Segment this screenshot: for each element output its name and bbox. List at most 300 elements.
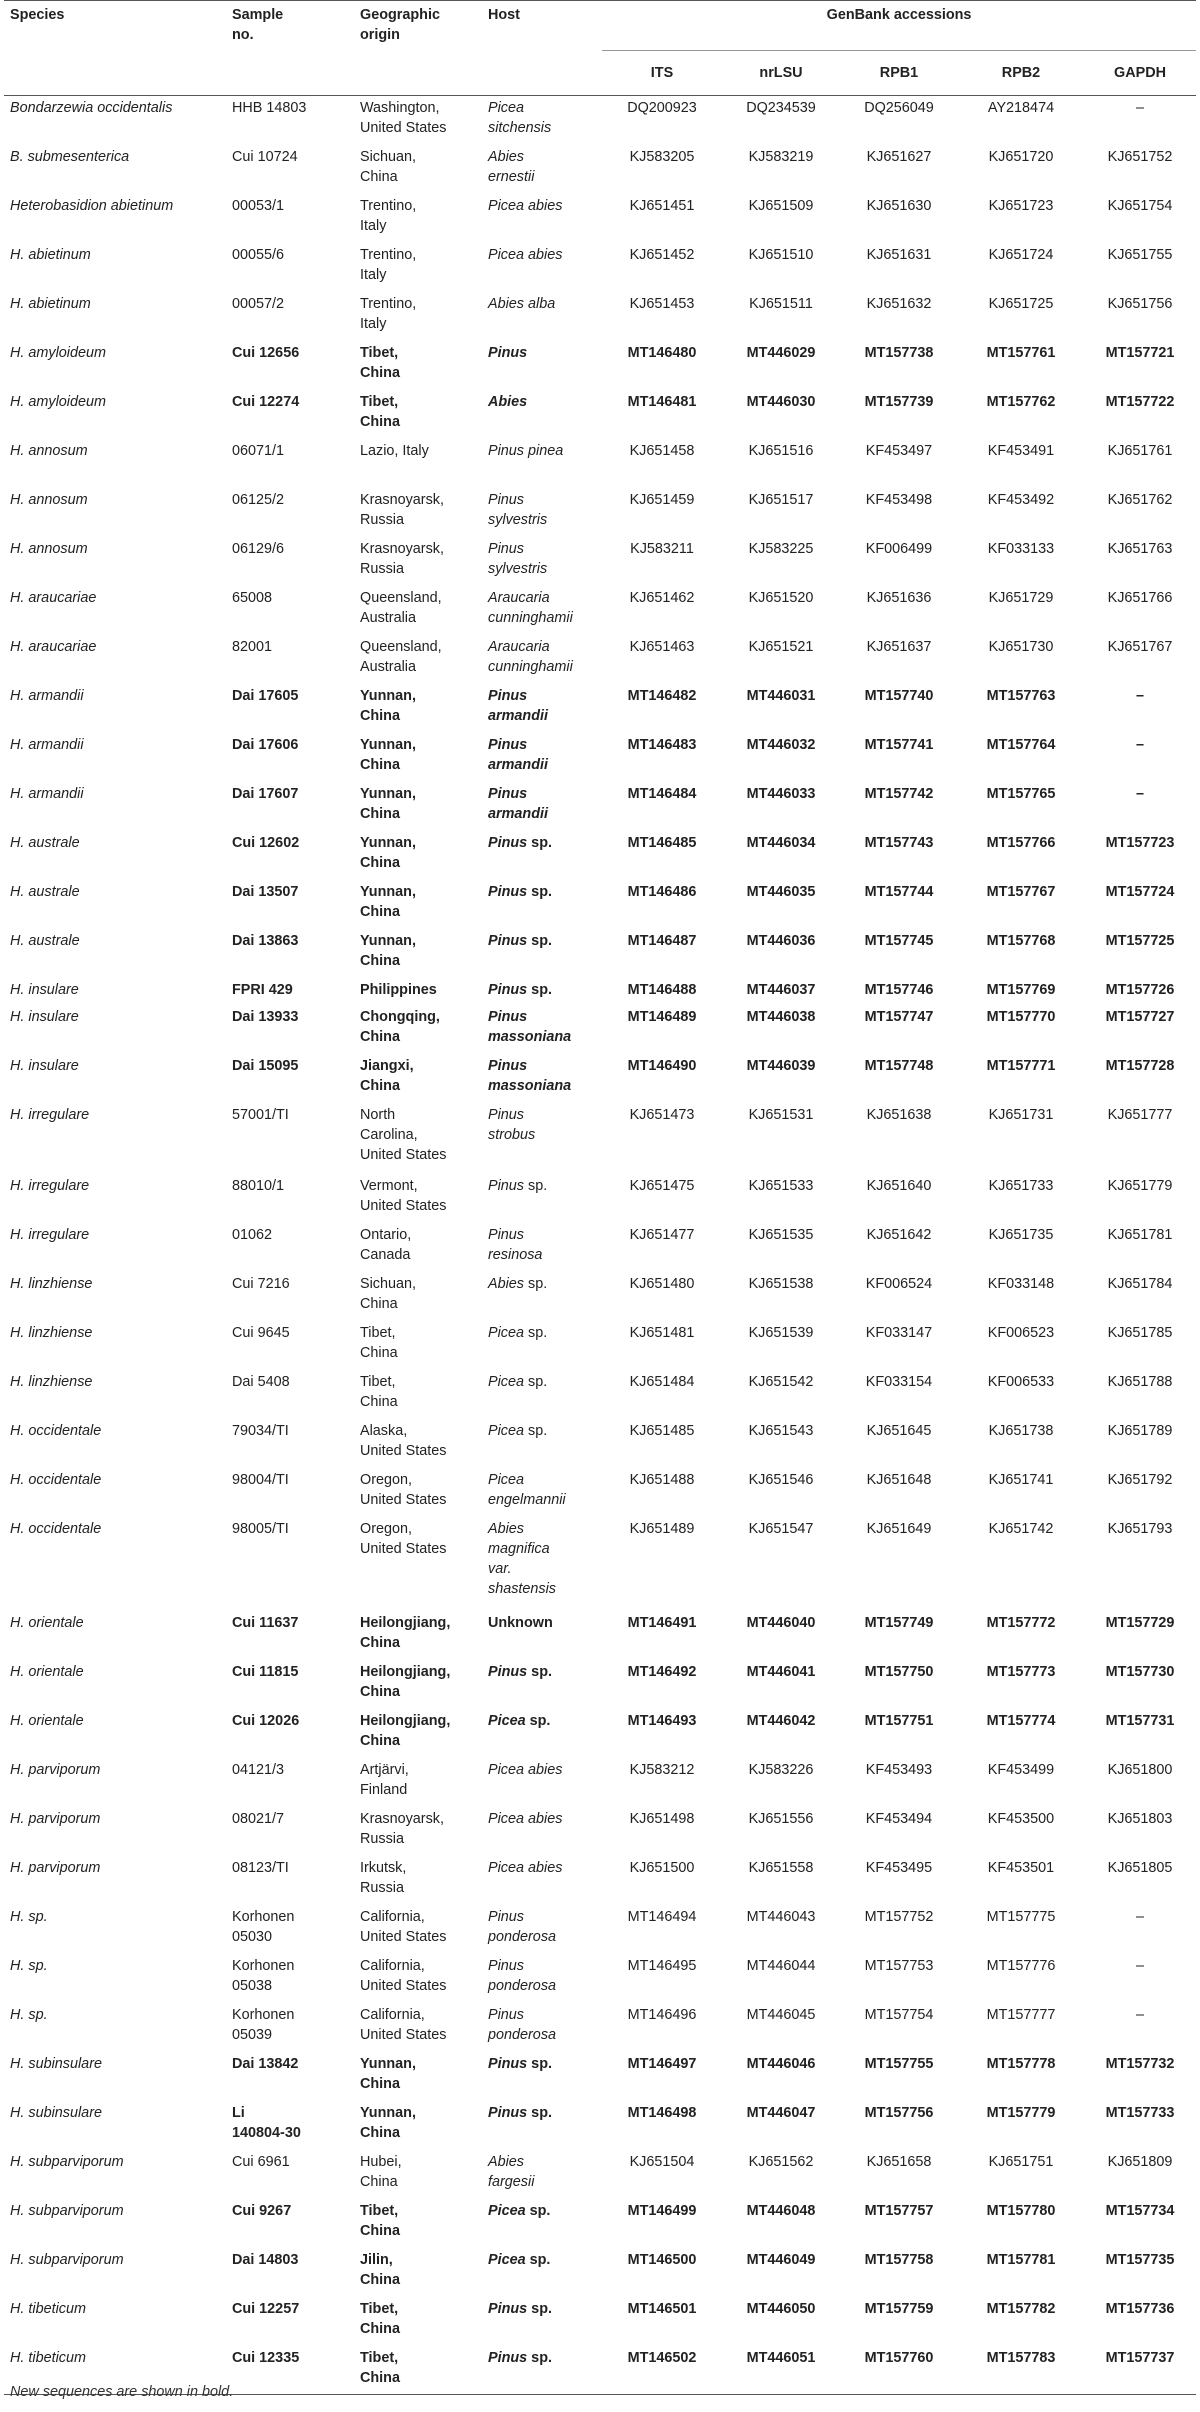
host-genus: Pinus ponderosa: [488, 1908, 557, 1945]
table-body: [4, 96, 1196, 2395]
table-row: [4, 1660, 1196, 1709]
species-cell: H. tibeticum: [4, 2346, 226, 2395]
host-suffix: sp.: [527, 932, 552, 949]
host-cell: [482, 733, 602, 782]
sample-cell: 98005/TI: [232, 1520, 289, 1537]
host-cell: [482, 1321, 602, 1370]
table-row: [4, 782, 1196, 831]
sample-cell: Dai 17605: [232, 687, 299, 704]
gapdh-cell: KJ651777: [1107, 1106, 1173, 1123]
gapdh-cell: MT157722: [1105, 393, 1175, 410]
rpb2-cell: MT157768: [986, 932, 1056, 949]
origin-cell: Hubei, China: [360, 2153, 402, 2190]
table-row: [4, 1103, 1196, 1174]
sample-cell: Dai 14803: [232, 2251, 299, 2268]
host-cell: [482, 1223, 602, 1272]
host-cell: [482, 2101, 602, 2150]
host-cell: [482, 145, 602, 194]
its-cell: MT146498: [627, 2104, 697, 2121]
rpb2-cell: KJ651720: [988, 148, 1054, 165]
its-cell: KJ651481: [629, 1324, 695, 1341]
rpb2-cell: MT157761: [986, 344, 1056, 361]
host-cell: [482, 1807, 602, 1856]
table-row: [4, 292, 1196, 341]
nrlsu-cell: KJ651516: [748, 442, 814, 459]
sample-cell: 04121/3: [232, 1761, 285, 1778]
sample-cell: 06071/1: [232, 442, 285, 459]
host-genus: Picea abies: [488, 1859, 563, 1876]
species-cell: B. submesenterica: [10, 148, 130, 165]
host-suffix: sp.: [524, 1324, 548, 1341]
nrlsu-cell: KJ583226: [748, 1761, 814, 1778]
host-genus: Pinus armandii: [488, 687, 548, 724]
host-cell: [482, 390, 602, 439]
host-suffix: sp.: [525, 1712, 551, 1729]
gapdh-cell: MT157737: [1084, 2346, 1196, 2395]
host-cell: [482, 243, 602, 292]
gapdh-cell: MT157735: [1105, 2251, 1175, 2268]
host-cell: [482, 782, 602, 831]
gapdh-cell: KJ651788: [1107, 1373, 1173, 1390]
rpb2-cell: MT157775: [986, 1908, 1056, 1925]
host-cell: [482, 1419, 602, 1468]
gapdh-cell: KJ651784: [1107, 1275, 1173, 1292]
gapdh-cell: MT157728: [1105, 1057, 1175, 1074]
host-genus: Pinus: [488, 2349, 528, 2366]
sample-cell: FPRI 429: [232, 981, 293, 998]
rpb2-cell: KJ651730: [988, 638, 1054, 655]
table-row: [4, 1054, 1196, 1103]
origin-cell: Yunnan, China: [360, 736, 416, 773]
nrlsu-cell: MT446046: [746, 2055, 816, 2072]
rpb1-cell: KF033154: [865, 1373, 933, 1390]
gapdh-cell: MT157726: [1105, 981, 1175, 998]
gapdh-cell: KJ651800: [1107, 1761, 1173, 1778]
host-suffix: sp.: [527, 2104, 552, 2121]
its-cell: MT146496: [627, 2006, 697, 2023]
origin-cell: Sichuan, China: [360, 1275, 417, 1312]
host-cell: [482, 2003, 602, 2052]
host-cell: [482, 586, 602, 635]
rpb2-cell: MT157780: [986, 2202, 1056, 2219]
table-row: [4, 929, 1196, 978]
rpb1-cell: MT157752: [864, 1908, 934, 1925]
rpb1-cell: MT157759: [864, 2300, 934, 2317]
host-cell: [482, 684, 602, 733]
rpb1-cell: MT157757: [864, 2202, 934, 2219]
its-cell: KJ651488: [629, 1471, 695, 1488]
sample-cell: Dai 17607: [232, 785, 299, 802]
host-cell: [482, 2150, 602, 2199]
origin-cell: Yunnan, China: [360, 834, 416, 871]
host-suffix: sp.: [527, 2300, 552, 2317]
nrlsu-cell: KJ651533: [748, 1177, 814, 1194]
host-genus: Picea abies: [488, 1761, 563, 1778]
host-cell: [482, 537, 602, 586]
host-suffix: sp.: [527, 883, 552, 900]
nrlsu-cell: MT446038: [746, 1008, 816, 1025]
rpb2-cell: KF033148: [987, 1275, 1055, 1292]
host-cell: [482, 96, 602, 145]
gapdh-cell: KJ651754: [1107, 197, 1173, 214]
origin-cell: Tibet, China: [360, 2300, 400, 2337]
gapdh-cell: KJ651785: [1107, 1324, 1173, 1341]
host-cell: [482, 2248, 602, 2297]
nrlsu-cell: DQ234539: [746, 100, 816, 116]
host-suffix: sp.: [525, 2202, 551, 2219]
nrlsu-cell: MT446032: [746, 736, 816, 753]
sample-cell: Cui 9267: [232, 2202, 292, 2219]
species-cell: H. annosum: [10, 540, 88, 557]
species-cell: H. araucariae: [10, 589, 97, 606]
host-genus: Pinus strobus: [488, 1106, 536, 1143]
host-genus: Pinus resinosa: [488, 1226, 543, 1263]
sample-cell: Korhonen 05039: [232, 2006, 295, 2043]
origin-cell: Ontario, Canada: [360, 1226, 412, 1263]
host-genus: Pinus armandii: [488, 785, 548, 822]
origin-cell: Heilongjiang, China: [360, 1614, 451, 1651]
sample-cell: 08123/TI: [232, 1859, 289, 1876]
table-row: [4, 1223, 1196, 1272]
host-genus: Pinus massoniana: [488, 1008, 572, 1045]
its-cell: KJ651498: [629, 1810, 695, 1827]
table-row: [4, 537, 1196, 586]
host-genus: Pinus: [488, 1663, 528, 1680]
nrlsu-cell: KJ651531: [748, 1106, 814, 1123]
its-cell: KJ651480: [629, 1275, 695, 1292]
host-genus: Picea: [488, 1712, 526, 1729]
rpb1-cell: KJ651649: [866, 1520, 932, 1537]
table-row: [4, 96, 1196, 145]
species-cell: Heterobasidion abietinum: [10, 197, 174, 214]
sample-cell: Cui 12026: [232, 1712, 300, 1729]
rpb1-cell: MT157755: [864, 2055, 934, 2072]
rpb1-cell: KJ651645: [866, 1422, 932, 1439]
nrlsu-cell: MT446044: [746, 1957, 816, 1974]
origin-cell: Tibet, China: [360, 393, 400, 430]
nrlsu-cell: KJ651556: [748, 1810, 814, 1827]
table-row: [4, 194, 1196, 243]
sample-cell: Dai 13863: [232, 932, 299, 949]
nrlsu-cell: KJ651547: [748, 1520, 814, 1537]
nrlsu-cell: MT446034: [746, 834, 816, 851]
rpb2-cell: KF453500: [987, 1810, 1055, 1827]
nrlsu-cell: KJ583219: [748, 148, 814, 165]
rpb2-cell: KJ651751: [988, 2153, 1054, 2170]
host-suffix: sp.: [527, 834, 552, 851]
host-suffix: sp.: [524, 1373, 548, 1390]
its-cell: MT146482: [627, 687, 697, 704]
header-nrlsu: nrLSU: [722, 51, 840, 96]
nrlsu-cell: MT446036: [746, 932, 816, 949]
rpb1-cell: KJ651636: [866, 589, 932, 606]
species-cell: H. orientale: [10, 1614, 84, 1631]
species-cell: H. amyloideum: [10, 344, 106, 361]
rpb2-cell: MT157783: [958, 2346, 1084, 2395]
gapdh-cell: –: [1136, 100, 1145, 116]
its-cell: KJ651463: [629, 638, 695, 655]
rpb1-cell: MT157743: [864, 834, 934, 851]
rpb1-cell: MT157750: [864, 1663, 934, 1680]
table-row: [4, 880, 1196, 929]
rpb2-cell: KJ651724: [988, 246, 1054, 263]
host-genus: Pinus: [488, 2104, 528, 2121]
gapdh-cell: KJ651789: [1107, 1422, 1173, 1439]
gapdh-cell: –: [1136, 736, 1145, 753]
its-cell: KJ583211: [630, 540, 694, 557]
host-suffix: sp.: [525, 2251, 551, 2268]
nrlsu-cell: MT446043: [746, 1908, 816, 1925]
table-row: [4, 2052, 1196, 2101]
origin-cell: Jiangxi, China: [360, 1057, 414, 1094]
gapdh-cell: MT157730: [1105, 1663, 1175, 1680]
host-genus: Araucaria cunninghamii: [488, 638, 573, 675]
gapdh-cell: MT157733: [1105, 2104, 1175, 2121]
nrlsu-cell: MT446031: [746, 687, 816, 704]
sample-cell: 06125/2: [232, 491, 285, 508]
host-cell: [482, 1370, 602, 1419]
rpb2-cell: KF033133: [987, 540, 1055, 557]
table-row: [4, 1272, 1196, 1321]
gapdh-cell: KJ651792: [1107, 1471, 1173, 1488]
host-genus: Araucaria cunninghamii: [488, 589, 573, 626]
its-cell: KJ651462: [629, 589, 695, 606]
host-genus: Pinus ponderosa: [488, 1957, 557, 1994]
species-cell: H. tibeticum: [10, 2300, 86, 2317]
table-row: [4, 1709, 1196, 1758]
rpb1-cell: MT157741: [864, 736, 934, 753]
its-cell: MT146494: [627, 1908, 697, 1925]
table-row: [4, 2297, 1196, 2346]
header-origin: Geographic origin: [354, 1, 482, 96]
host-cell: [482, 1954, 602, 2003]
nrlsu-cell: KJ651546: [748, 1471, 814, 1488]
host-genus: Pinus sylvestris: [488, 540, 548, 577]
table-row: [4, 635, 1196, 684]
species-cell: H. linzhiense: [10, 1324, 93, 1341]
species-cell: H. abietinum: [10, 246, 91, 263]
origin-cell: Lazio, Italy: [360, 442, 429, 459]
its-cell: KJ583205: [629, 148, 695, 165]
gapdh-cell: –: [1136, 785, 1145, 802]
table-row: [4, 684, 1196, 733]
rpb1-cell: KJ651632: [866, 295, 932, 312]
rpb1-cell: MT157742: [864, 785, 934, 802]
nrlsu-cell: KJ651539: [748, 1324, 814, 1341]
table-row: [4, 341, 1196, 390]
sample-cell: Cui 11637: [232, 1614, 299, 1631]
rpb2-cell: KF453501: [987, 1859, 1055, 1876]
nrlsu-cell: KJ651511: [749, 295, 813, 312]
gapdh-cell: KJ651805: [1107, 1859, 1173, 1876]
sample-cell: Cui 12274: [232, 393, 300, 410]
species-cell: H. orientale: [10, 1663, 84, 1680]
origin-cell: Chongqing, China: [360, 1008, 440, 1045]
nrlsu-cell: MT446029: [746, 344, 816, 361]
rpb2-cell: MT157766: [986, 834, 1056, 851]
sample-cell: 08021/7: [232, 1810, 285, 1827]
table-row: [4, 1468, 1196, 1517]
nrlsu-cell: MT446049: [746, 2251, 816, 2268]
rpb1-cell: MT157758: [864, 2251, 934, 2268]
its-cell: MT146486: [627, 883, 697, 900]
host-cell: [482, 635, 602, 684]
origin-cell: California, United States: [360, 1908, 447, 1945]
origin-cell: Jilin, China: [360, 2251, 400, 2288]
species-cell: H. annosum: [10, 442, 88, 459]
rpb2-cell: KJ651741: [988, 1471, 1054, 1488]
table-row: [4, 243, 1196, 292]
its-cell: MT146481: [627, 393, 697, 410]
rpb2-cell: MT157765: [986, 785, 1056, 802]
origin-cell: Tibet, China: [360, 344, 400, 381]
host-cell: [482, 1103, 602, 1174]
nrlsu-cell: KJ651542: [748, 1373, 814, 1390]
species-cell: H. parviporum: [10, 1761, 101, 1778]
host-cell: [482, 2346, 602, 2395]
table-row: [4, 2003, 1196, 2052]
species-cell: H. subinsulare: [10, 2104, 102, 2121]
nrlsu-cell: MT446048: [746, 2202, 816, 2219]
table-row: [4, 1517, 1196, 1611]
origin-cell: Yunnan, China: [360, 687, 416, 724]
host-genus: Pinus armandii: [488, 736, 548, 773]
origin-cell: Artjärvi, Finland: [360, 1761, 409, 1798]
header-rpb1: RPB1: [840, 51, 958, 96]
species-cell: H. irregulare: [10, 1177, 90, 1194]
host-genus: Picea: [488, 2251, 526, 2268]
table-row: [4, 1005, 1196, 1054]
nrlsu-cell: MT446042: [746, 1712, 816, 1729]
table-row: [4, 488, 1196, 537]
table-row: [4, 1758, 1196, 1807]
origin-cell: Yunnan, China: [360, 2104, 416, 2141]
sample-cell: Cui 12656: [232, 344, 300, 361]
nrlsu-cell: MT446040: [746, 1614, 816, 1631]
sample-cell: Cui 10724: [232, 148, 298, 165]
table-row: [4, 1321, 1196, 1370]
rpb1-cell: MT157740: [864, 687, 934, 704]
gapdh-cell: MT157727: [1105, 1008, 1175, 1025]
host-genus: Unknown: [488, 1614, 553, 1631]
host-genus: Picea abies: [488, 1810, 563, 1827]
header-genbank: GenBank accessions: [602, 1, 1196, 51]
its-cell: MT146491: [627, 1614, 697, 1631]
rpb1-cell: MT157749: [864, 1614, 934, 1631]
table-row: [4, 1954, 1196, 2003]
rpb2-cell: MT157769: [986, 981, 1056, 998]
host-cell: [482, 1905, 602, 1954]
its-cell: KJ651459: [629, 491, 695, 508]
origin-cell: Alaska, United States: [360, 1422, 447, 1459]
host-genus: Abies magnifica var. shastensis: [488, 1520, 556, 1597]
rpb1-cell: KF453497: [865, 442, 933, 459]
rpb2-cell: MT157772: [986, 1614, 1056, 1631]
species-cell: H. irregulare: [10, 1226, 90, 1243]
host-cell: [482, 1709, 602, 1758]
sample-cell: 00057/2: [232, 295, 285, 312]
rpb2-cell: KJ651733: [988, 1177, 1054, 1194]
table-row: [4, 2199, 1196, 2248]
rpb2-cell: MT157770: [986, 1008, 1056, 1025]
gapdh-cell: MT157723: [1105, 834, 1175, 851]
gapdh-cell: MT157724: [1105, 883, 1175, 900]
sample-cell: Dai 13507: [232, 883, 299, 900]
gapdh-cell: MT157729: [1105, 1614, 1175, 1631]
its-cell: MT146499: [627, 2202, 697, 2219]
sample-cell: Li 140804-30: [232, 2104, 301, 2141]
host-suffix: sp.: [527, 2349, 552, 2366]
rpb1-cell: KF453494: [865, 1810, 933, 1827]
origin-cell: California, United States: [360, 2006, 447, 2043]
origin-cell: North Carolina, United States: [360, 1106, 447, 1163]
host-genus: Picea abies: [488, 246, 563, 263]
nrlsu-cell: KJ651562: [748, 2153, 814, 2170]
gapdh-cell: –: [1136, 1957, 1145, 1974]
rpb1-cell: KF006499: [865, 540, 933, 557]
gapdh-cell: –: [1136, 687, 1145, 704]
its-cell: KJ651451: [629, 197, 695, 214]
origin-cell: Oregon, United States: [360, 1520, 447, 1557]
origin-cell: Heilongjiang, China: [360, 1663, 451, 1700]
its-cell: MT146484: [627, 785, 697, 802]
species-cell: H. sp.: [10, 1957, 48, 1974]
host-genus: Pinus: [488, 344, 528, 361]
species-cell: H. subinsulare: [10, 2055, 102, 2072]
table-row: [4, 1807, 1196, 1856]
species-cell: H. annosum: [10, 491, 88, 508]
rpb1-cell: KJ651638: [866, 1106, 932, 1123]
rpb2-cell: MT157771: [986, 1057, 1056, 1074]
sample-cell: 98004/TI: [232, 1471, 289, 1488]
origin-cell: California, United States: [360, 1957, 447, 1994]
nrlsu-cell: MT446051: [722, 2346, 840, 2395]
host-genus: Pinus: [488, 2055, 528, 2072]
host-cell: [482, 831, 602, 880]
species-cell: H. armandii: [10, 687, 84, 704]
nrlsu-cell: MT446030: [746, 393, 816, 410]
host-genus: Picea abies: [488, 197, 563, 214]
sample-cell: Dai 5408: [232, 1373, 290, 1390]
gapdh-cell: MT157725: [1105, 932, 1175, 949]
gapdh-cell: KJ651763: [1107, 540, 1173, 557]
host-cell: [482, 1174, 602, 1223]
sample-cell: Dai 15095: [232, 1057, 299, 1074]
gapdh-cell: KJ651809: [1107, 2153, 1173, 2170]
host-genus: Picea: [488, 1422, 524, 1439]
rpb2-cell: KJ651742: [988, 1520, 1054, 1537]
its-cell: KJ651475: [629, 1177, 695, 1194]
nrlsu-cell: MT446047: [746, 2104, 816, 2121]
its-cell: KJ651458: [629, 442, 695, 459]
table-row: [4, 831, 1196, 880]
header-host: Host: [482, 1, 602, 96]
host-genus: Abies fargesii: [488, 2153, 535, 2190]
nrlsu-cell: MT446039: [746, 1057, 816, 1074]
nrlsu-cell: MT446050: [746, 2300, 816, 2317]
species-cell: H. insulare: [10, 981, 79, 998]
gapdh-cell: MT157732: [1105, 2055, 1175, 2072]
its-cell: MT146488: [627, 981, 697, 998]
rpb1-cell: MT157746: [864, 981, 934, 998]
its-cell: MT146493: [627, 1712, 697, 1729]
header-sample: Sample no.: [226, 1, 354, 96]
rpb1-cell: MT157753: [864, 1957, 934, 1974]
species-cell: H. occidentale: [10, 1520, 102, 1537]
host-suffix: sp.: [527, 2055, 552, 2072]
host-genus: Pinus sylvestris: [488, 491, 548, 528]
rpb1-cell: KF453495: [865, 1859, 933, 1876]
